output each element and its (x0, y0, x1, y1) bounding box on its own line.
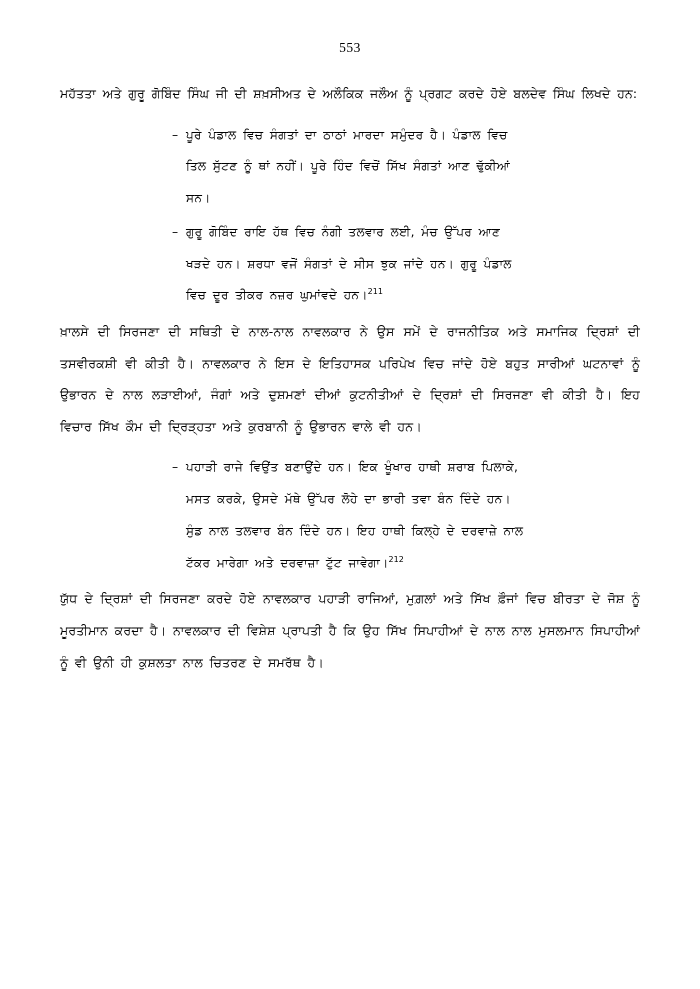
footnote-marker: 212 (388, 554, 404, 564)
paragraph: ਖ਼ਾਲਸੇ ਦੀ ਸਿਰਜਣਾ ਦੀ ਸਥਿਤੀ ਦੇ ਨਾਲ-ਨਾਲ ਨਾਵਲਕਾਰ ਨੇ ਉਸ ਸਮੇਂ ਦੇ ਰਾਜਨੀਤਿਕ ਅਤੇ ਸਮਾਜਿਕ ਦ੍ਰਿਸ਼ਾਂ ਦੀ ਤਸਵੀਰਕਸ਼ੀ ਵੀ ਕੀਤੀ ਹੈ। ਨਾਵਲਕਾਰ ਨੇ ਇਸ ਦੇ ਇਤਿਹਾਸਕ ਪਰਿਪੇਖ ਵਿਚ ਜਾਂਦੇ ਹੋਏ ਬਹੁਤ ਸਾਰੀਆਂ ਘਟਨਾਵਾਂ ਨੂੰ ਉਭਾਰਨ ਦੇ ਨਾਲ ਲੜਾਈਆਂ, ਜੰਗਾਂ ਅਤੇ ਦੁਸ਼ਮਣਾਂ ਦੀਆਂ ਕੁਟਨੀਤੀਆਂ ਦੇ ਦ੍ਰਿਸ਼ਾਂ ਦੀ ਸਿਰਜਣਾ ਵੀ ਕੀਤੀ ਹੈ। ਇਹ ਵਿਚਾਰ ਸਿੱਖ ਕੌਮ ਦੀ ਦ੍ਰਿੜ੍ਹਤਾ ਅਤੇ ਕੁਰਬਾਨੀ ਨੂੰ ਉਭਾਰਨ ਵਾਲੇ ਵੀ ਹਨ। (60, 323, 640, 434)
quote-line: ਪੂਰੇ ਪੰਡਾਲ ਵਿਚ ਸੰਗਤਾਂ ਦਾ ਠਾਠਾਂ ਮਾਰਦਾ ਸਮੁੰਦਰ ਹੈ। ਪੰਡਾਲ ਵਿਚ (186, 127, 508, 142)
quote-item (172, 516, 640, 548)
paragraph: ਯੁੱਧ ਦੇ ਦ੍ਰਿਸ਼ਾਂ ਦੀ ਸਿਰਜਣਾ ਕਰਦੇ ਹੋਏ ਨਾਵਲਕਾਰ ਪਹਾੜੀ ਰਾਜਿਆਂ, ਮੁਗ਼ਲਾਂ ਅਤੇ ਸਿੱਖ ਫ਼ੌਜਾਂ ਵਿਚ ਬੀਰਤਾ ਦੇ ਜੋਸ਼ ਨੂੰ ਮੂਰਤੀਮਾਨ ਕਰਦਾ ਹੈ। ਨਾਵਲਕਾਰ ਦੀ ਵਿਸ਼ੇਸ਼ ਪ੍ਰਾਪਤੀ ਹੈ ਕਿ ਉਹ ਸਿੱਖ ਸਿਪਾਹੀਆਂ ਦੇ ਨਾਲ ਨਾਲ ਮੁਸਲਮਾਨ ਸਿਪਾਹੀਆਂ ਨੂੰ ਵੀ ਉਨੀ ਹੀ ਕੁਸ਼ਲਤਾ ਨਾਲ ਚਿਤਰਣ ਦੇ ਸਮਰੱਥ ਹੈ। (60, 591, 640, 670)
quote-block-1 (60, 120, 640, 312)
quote-line: ਤਿਲ ਸੁੱਟਣ ਨੂੰ ਥਾਂ ਨਹੀਂ। ਪੂਰੇ ਹਿੰਦ ਵਿਚੋਂ ਸਿੱਖ ਸੰਗਤਾਂ ਆਣ ਢੁੱਕੀਆਂ (186, 159, 511, 174)
footnote-marker: 211 (367, 287, 383, 297)
quote-line: ਵਿਚ ਦੂਰ ਤੀਕਰ ਨਜ਼ਰ ਘੁਮਾਂਵਦੇ ਹਨ। (186, 288, 368, 303)
quote-item (172, 484, 640, 516)
quote-item (172, 217, 640, 249)
quote-line: ਟੱਕਰ ਮਾਰੇਗਾ ਅਤੇ ਦਰਵਾਜ਼ਾ ਟੁੱਟ ਜਾਵੇਗਾ। (186, 555, 389, 570)
quote-item (172, 452, 640, 484)
quote-block-2 (60, 452, 640, 579)
quote-line: ਮਸਤ ਕਰਕੇ, ਉਸਦੇ ਮੱਥੇ ਉੱਪਰ ਲੋਹੇ ਦਾ ਭਾਰੀ ਤਵਾ ਬੰਨ ਦਿੰਦੇ ਹਨ। (186, 492, 511, 507)
quote-line: ਗੁਰੂ ਗੋਬਿੰਦ ਰਾਇ ਹੱਥ ਵਿਚ ਨੰਗੀ ਤਲਵਾਰ ਲਈ, ਮੰਚ ਉੱਪਰ ਆਣ (186, 224, 501, 239)
quote-item (172, 249, 640, 281)
quote-item (172, 183, 640, 215)
paragraph: ਮਹੱਤਤਾ ਅਤੇ ਗੁਰੂ ਗੋਬਿੰਦ ਸਿੰਘ ਜੀ ਦੀ ਸ਼ਖ਼ਸੀਅਤ ਦੇ ਅਲੌਕਿਕ ਜਲੌਅ ਨੂੰ ਪ੍ਰਗਟ ਕਰਦੇ ਹੋਏ ਬਲਦੇਵ ਸਿੰਘ ਲਿਖਦੇ ਹਨ: (60, 86, 638, 101)
quote-item (172, 548, 640, 580)
quote-item (172, 120, 640, 152)
quote-line: ਸੁੰਡ ਨਾਲ ਤਲਵਾਰ ਬੰਨ ਦਿੰਦੇ ਹਨ। ਇਹ ਹਾਥੀ ਕਿਲ੍ਹੇ ਦੇ ਦਰਵਾਜ਼ੇ ਨਾਲ (186, 523, 524, 538)
quote-item (172, 280, 640, 312)
page-number: 553 (339, 40, 361, 55)
quote-dash: – (172, 127, 179, 142)
quote-item (172, 151, 640, 183)
quote-line: ਖੜਦੇ ਹਨ। ਸ਼ਰਧਾ ਵਜੋਂ ਸੰਗਤਾਂ ਦੇ ਸੀਸ ਝੁਕ ਜਾਂਦੇ ਹਨ। ਗੁਰੂ ਪੰਡਾਲ (186, 256, 512, 271)
quote-line: ਸਨ। (186, 191, 211, 206)
quote-dash: – (172, 224, 179, 239)
quote-line: ਪਹਾੜੀ ਰਾਜੇ ਵਿਉਂਤ ਬਣਾਉਂਦੇ ਹਨ। ਇਕ ਖੂੰਖਾਰ ਹਾਥੀ ਸ਼ਰਾਬ ਪਿਲਾਕੇ, (186, 460, 519, 475)
quote-dash: – (172, 460, 179, 475)
